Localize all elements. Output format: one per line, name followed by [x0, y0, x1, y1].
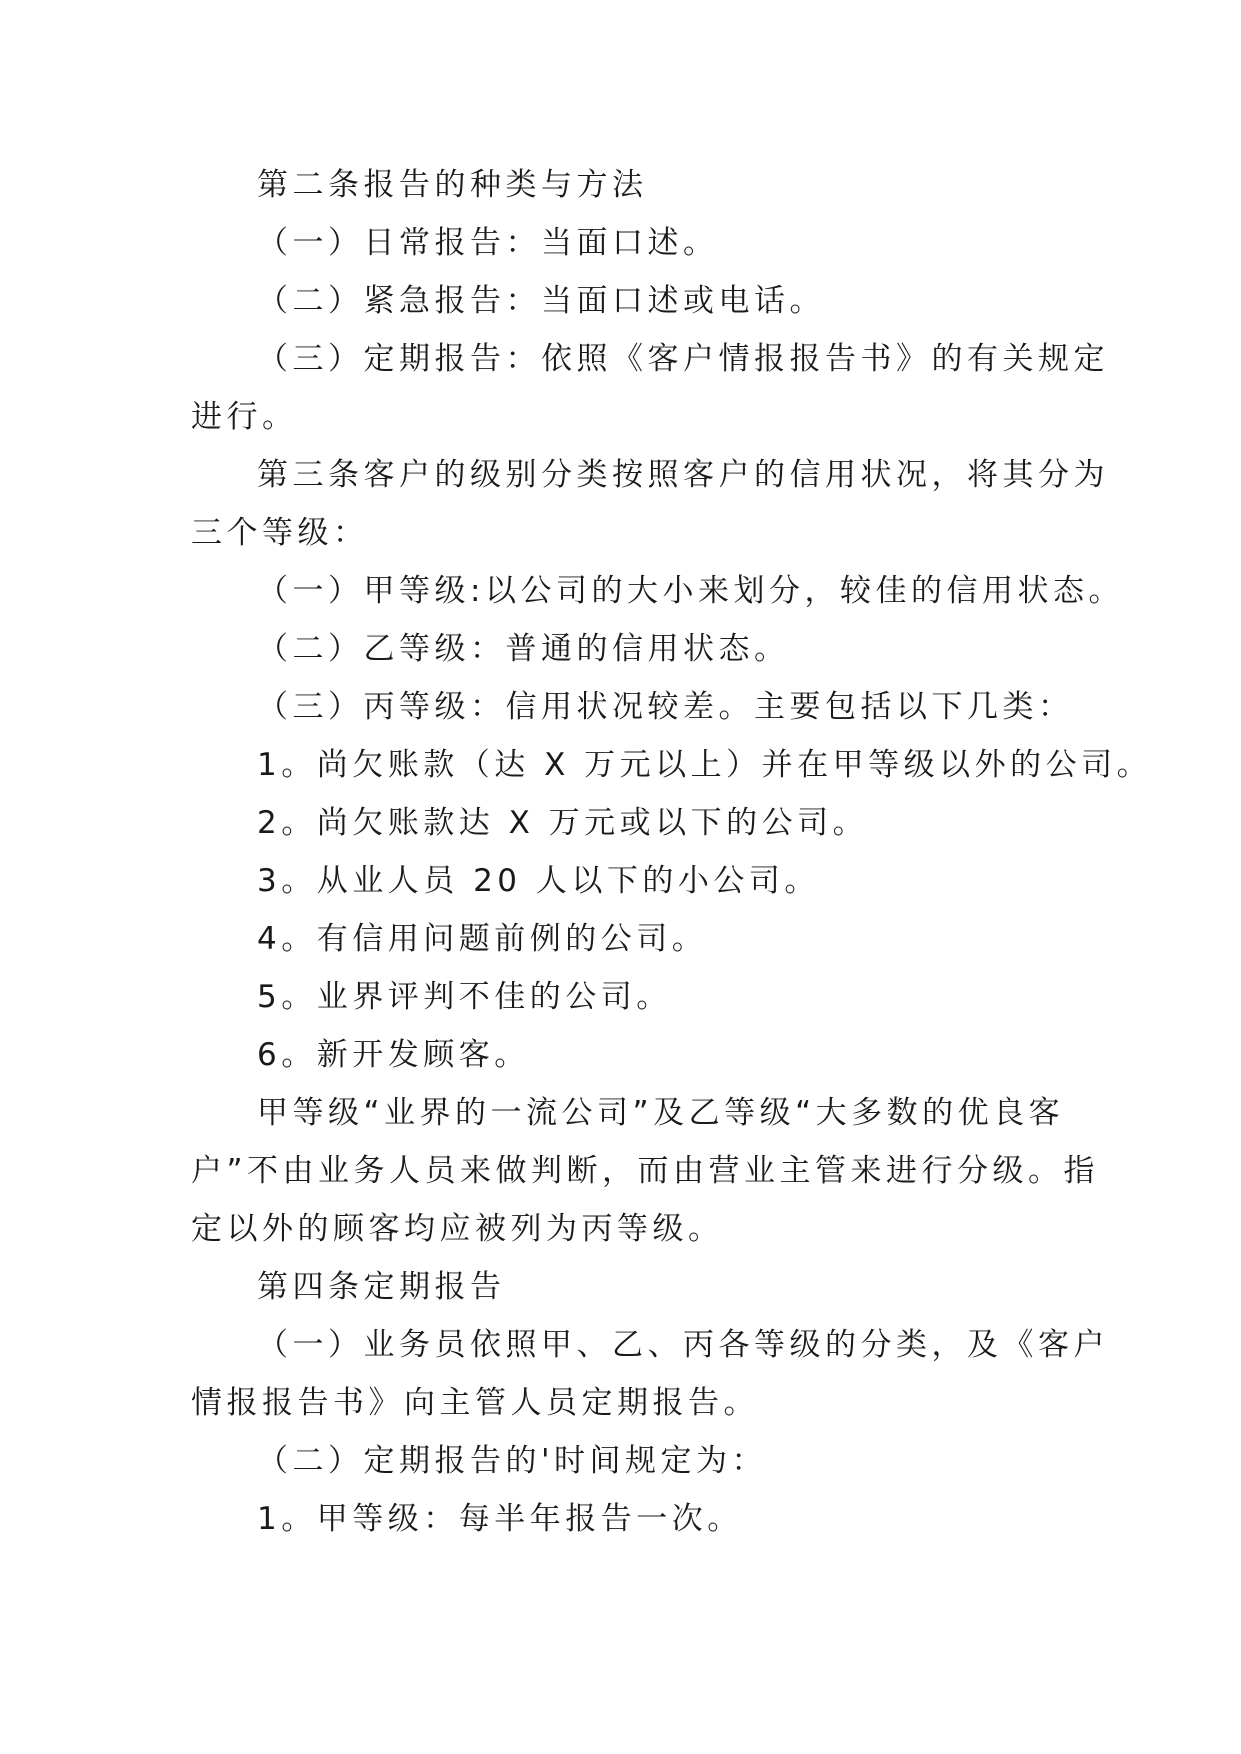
list-item: 2。尚欠账款达 X 万元或以下的公司。	[257, 805, 869, 841]
list-item: （三）定期报告：依照《客户情报报告书》的有关规定	[257, 341, 1109, 377]
heading-article-4: 第四条定期报告	[257, 1269, 506, 1305]
document-body	[191, 156, 1153, 1548]
paragraph-line: 甲等级“业界的一流公司”及乙等级“大多数的优良客	[257, 1095, 1065, 1131]
list-item: （三）丙等级：信用状况较差。主要包括以下几类：	[257, 689, 1074, 725]
list-item: （二）乙等级：普通的信用状态。	[257, 631, 790, 667]
text-line: 进行。	[191, 399, 298, 435]
list-item: 1。尚欠账款（达 X 万元以上）并在甲等级以外的公司。	[257, 747, 1153, 783]
list-item: 5。业界评判不佳的公司。	[257, 979, 672, 1015]
text-line: 三个等级：	[191, 515, 369, 551]
list-item: （一）甲等级:以公司的大小来划分，较佳的信用状态。	[257, 573, 1124, 609]
list-item: 4。有信用问题前例的公司。	[257, 921, 708, 957]
text-line: 情报报告书》向主管人员定期报告。	[191, 1385, 759, 1421]
heading-article-3: 第三条客户的级别分类按照客户的信用状况，将其分为	[257, 457, 1109, 493]
list-item: 3。从业人员 20 人以下的小公司。	[257, 863, 820, 899]
list-item: 6。新开发顾客。	[257, 1037, 530, 1073]
paragraph-line: 户”不由业务人员来做判断，而由营业主管来进行分级。指	[191, 1153, 1100, 1189]
list-item: （一）业务员依照甲、乙、丙各等级的分类，及《客户	[257, 1327, 1109, 1363]
list-item: 1。甲等级：每半年报告一次。	[257, 1501, 743, 1537]
paragraph-line: 定以外的顾客均应被列为丙等级。	[191, 1211, 724, 1247]
list-item: （一）日常报告：当面口述。	[257, 225, 719, 261]
list-item: （二）定期报告的'时间规定为：	[257, 1443, 768, 1479]
heading-article-2: 第二条报告的种类与方法	[257, 167, 648, 203]
list-item: （二）紧急报告：当面口述或电话。	[257, 283, 825, 319]
